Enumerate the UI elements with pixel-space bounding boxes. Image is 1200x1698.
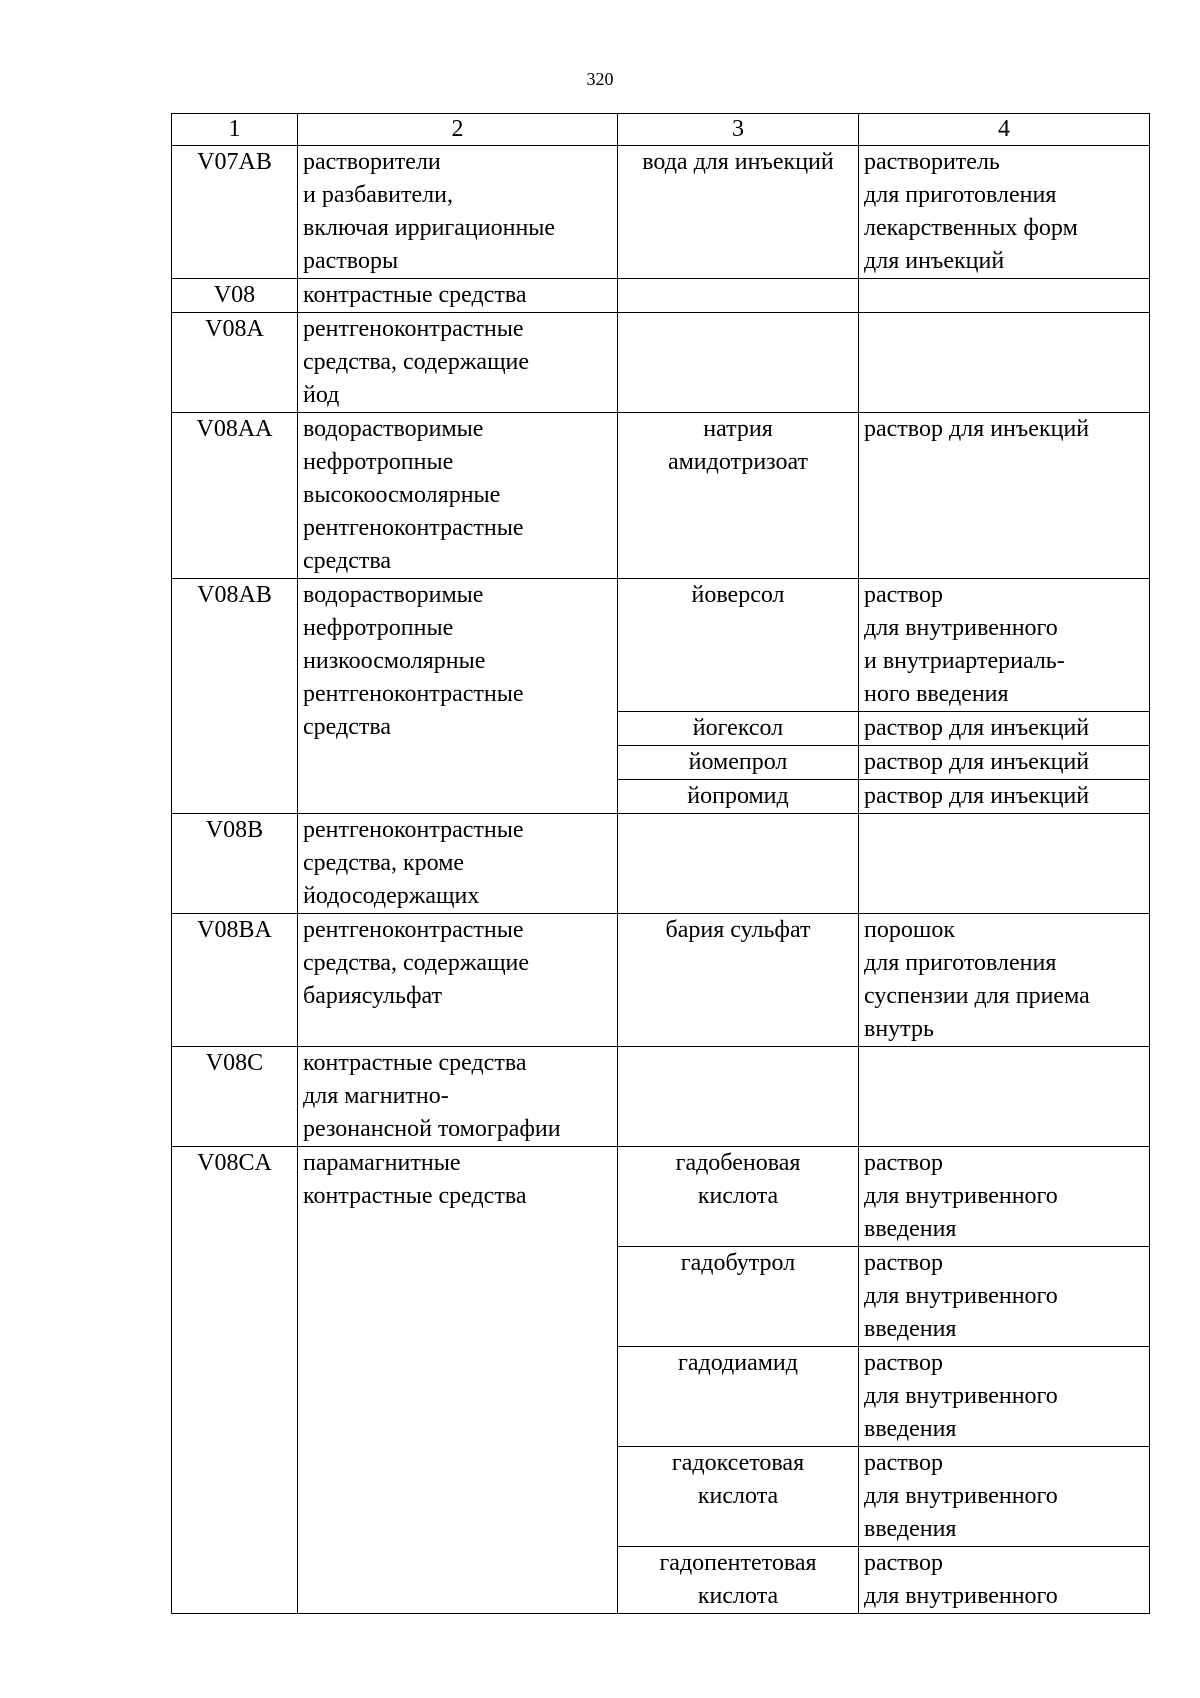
anatomical-therapeutic-group-cell: контрастные средства для магнитно- резонансной томографии: [298, 1047, 618, 1147]
drug-name-cell: йомепрол: [618, 746, 859, 780]
anatomical-therapeutic-group-cell: рентгеноконтрастные средства, содержащие бариясульфат: [298, 914, 618, 1047]
dosage-form-cell: раствор для внутривенного: [859, 1547, 1150, 1614]
atc-code-cell: V08A: [172, 313, 298, 413]
table-row: [172, 313, 1150, 413]
table-header-row: [172, 114, 1150, 146]
drug-name-cell: гадодиамид: [618, 1347, 859, 1447]
atc-code-cell: V08: [172, 279, 298, 313]
atc-code-cell: V08BA: [172, 914, 298, 1047]
dosage-form-cell: раствор для внутривенного и внутриартериаль- ного введения: [859, 579, 1150, 712]
column-header-2: 2: [298, 114, 618, 146]
drug-name-cell: йоверсол: [618, 579, 859, 712]
atc-code-cell: V08C: [172, 1047, 298, 1147]
anatomical-therapeutic-group-cell: контрастные средства: [298, 279, 618, 313]
drug-name-cell: гадопентетовая кислота: [618, 1547, 859, 1614]
drug-name-cell: [618, 814, 859, 914]
drug-name-cell: [618, 313, 859, 413]
anatomical-therapeutic-group-cell: рентгеноконтрастные средства, содержащие йод: [298, 313, 618, 413]
anatomical-therapeutic-group-cell: водорастворимые нефротропные высокоосмолярные рентгеноконтрастные средства: [298, 413, 618, 579]
column-header-4: 4: [859, 114, 1150, 146]
anatomical-therapeutic-group-cell: рентгеноконтрастные средства, кроме йодосодержащих: [298, 814, 618, 914]
anatomical-therapeutic-group-cell: водорастворимые нефротропные низкоосмолярные рентгеноконтрастные средства: [298, 579, 618, 814]
table-row: [172, 413, 1150, 579]
table-row: [172, 579, 1150, 712]
drug-name-cell: гадоксетовая кислота: [618, 1447, 859, 1547]
dosage-form-cell: раствор для инъекций: [859, 413, 1150, 579]
column-header-3: 3: [618, 114, 859, 146]
drug-name-cell: натрия амидотризоат: [618, 413, 859, 579]
table-row: [172, 914, 1150, 1047]
atc-code-cell: V08AB: [172, 579, 298, 814]
drug-name-cell: вода для инъекций: [618, 146, 859, 279]
table-row: [172, 1147, 1150, 1247]
drug-name-cell: гадобутрол: [618, 1247, 859, 1347]
dosage-form-cell: [859, 1047, 1150, 1147]
dosage-form-cell: раствор для инъекций: [859, 746, 1150, 780]
anatomical-therapeutic-group-cell: парамагнитные контрастные средства: [298, 1147, 618, 1614]
dosage-form-cell: раствор для внутривенного введения: [859, 1247, 1150, 1347]
drug-name-cell: бария сульфат: [618, 914, 859, 1047]
table-row: [172, 279, 1150, 313]
atc-code-cell: V07AB: [172, 146, 298, 279]
drug-name-cell: гадобеновая кислота: [618, 1147, 859, 1247]
table-row: [172, 146, 1150, 279]
dosage-form-cell: раствор для внутривенного введения: [859, 1447, 1150, 1547]
drug-name-cell: йопромид: [618, 780, 859, 814]
drug-classification-table: [171, 113, 1150, 1614]
atc-code-cell: V08B: [172, 814, 298, 914]
dosage-form-cell: [859, 313, 1150, 413]
dosage-form-cell: раствор для инъекций: [859, 712, 1150, 746]
dosage-form-cell: порошок для приготовления суспензии для приема внутрь: [859, 914, 1150, 1047]
dosage-form-cell: [859, 814, 1150, 914]
drug-name-cell: [618, 279, 859, 313]
page-number: 320: [586, 69, 614, 89]
dosage-form-cell: раствор для внутривенного введения: [859, 1147, 1150, 1247]
table-row: [172, 1047, 1150, 1147]
table-row: [172, 814, 1150, 914]
drug-name-cell: [618, 1047, 859, 1147]
dosage-form-cell: [859, 279, 1150, 313]
anatomical-therapeutic-group-cell: растворители и разбавители, включая ирригационные растворы: [298, 146, 618, 279]
atc-code-cell: V08CA: [172, 1147, 298, 1614]
dosage-form-cell: раствор для инъекций: [859, 780, 1150, 814]
dosage-form-cell: растворитель для приготовления лекарственных форм для инъекций: [859, 146, 1150, 279]
drug-name-cell: йогексол: [618, 712, 859, 746]
atc-code-cell: V08AA: [172, 413, 298, 579]
column-header-1: 1: [172, 114, 298, 146]
dosage-form-cell: раствор для внутривенного введения: [859, 1347, 1150, 1447]
